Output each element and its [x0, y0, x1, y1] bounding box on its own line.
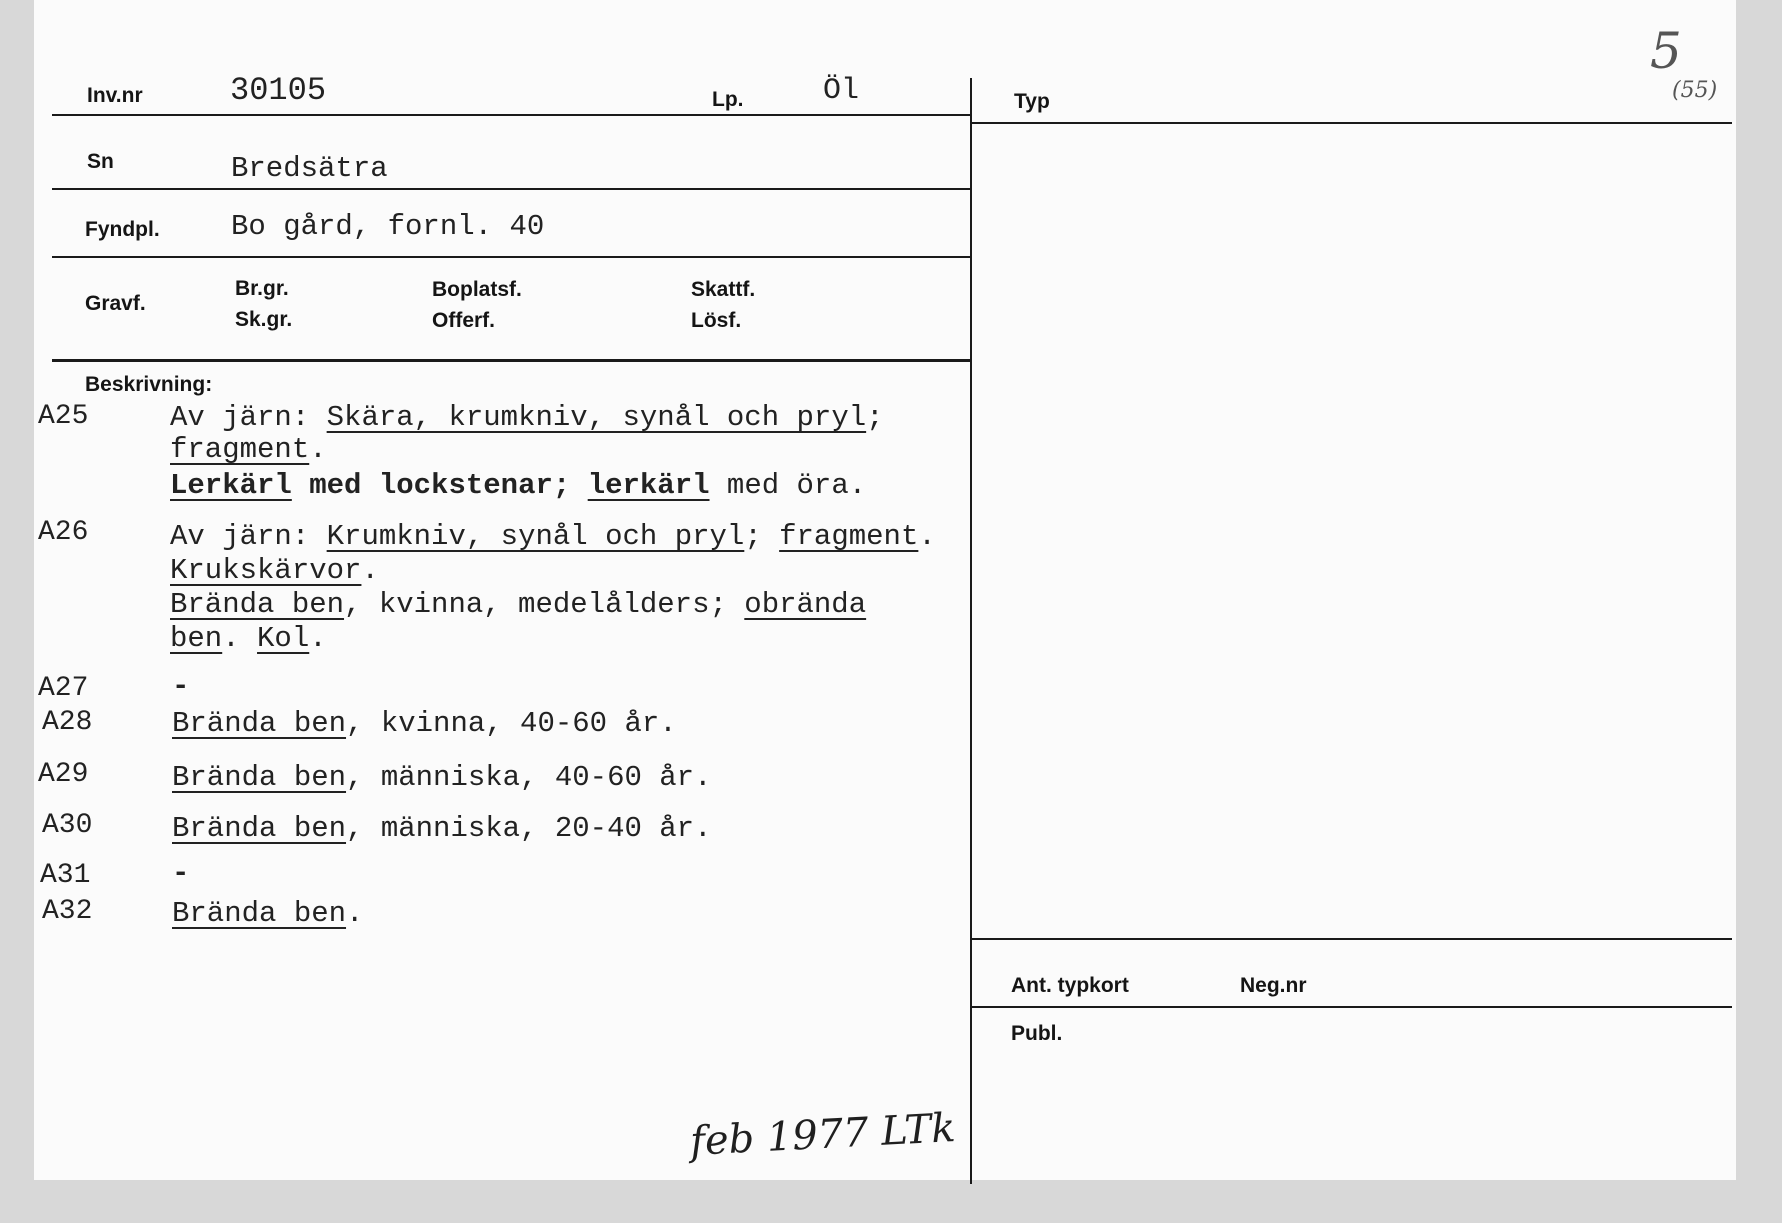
inv-nr-value: 30105: [230, 72, 327, 109]
gravf-skattf: Skattf.: [691, 278, 756, 301]
entry-underlined: Brända ben: [172, 897, 347, 930]
lp-value: Öl: [823, 74, 860, 108]
sn-value: Bredsätra: [231, 152, 388, 185]
fyndpl-value: Bo gård, fornl. 40: [231, 210, 545, 243]
entry-underlined: Skära, krumkniv, synål och pryl: [326, 401, 867, 434]
entry-line: [172, 761, 712, 794]
entry-underlined: Krumkniv, synål och pryl: [326, 520, 745, 553]
entry-text: med öra.: [709, 469, 867, 502]
corner-sub: (55): [1672, 78, 1718, 103]
entry-text: -: [172, 670, 190, 703]
fyndpl-label: Fyndpl.: [85, 218, 160, 241]
entry-underlined: Brända ben: [172, 761, 347, 794]
entry-text: .: [309, 622, 327, 655]
vertical-divider: [970, 78, 972, 1184]
entry-line: [170, 433, 327, 466]
entry-text: .: [309, 433, 327, 466]
entry-line: [170, 401, 884, 434]
rule-right-bottom-1: [972, 938, 1732, 940]
rule-gravf: [52, 359, 970, 362]
entry-code: A28: [42, 707, 93, 738]
entry-text: , människa, 40-60 år.: [346, 761, 712, 794]
entry-line: [172, 812, 712, 845]
entry-line: [170, 588, 866, 621]
entry-text: ;: [744, 520, 780, 553]
entry-code: A26: [38, 517, 89, 548]
gravf-losf: Lösf.: [691, 309, 742, 332]
entry-line: [170, 554, 379, 587]
ant-typkort-label: Ant. typkort: [1011, 974, 1129, 997]
inv-nr-label: Inv.nr: [87, 84, 143, 107]
typ-label: Typ: [1014, 90, 1050, 113]
entry-underlined: fragment: [779, 520, 919, 553]
corner-mark: 5: [1650, 22, 1682, 80]
sn-label: Sn: [87, 150, 114, 173]
gravf-offerf: Offerf.: [432, 309, 495, 332]
entry-text: .: [222, 622, 258, 655]
entry-text: Av järn:: [170, 520, 327, 553]
gravf-label: Gravf.: [85, 292, 146, 315]
entry-underlined: fragment: [170, 433, 310, 466]
entry-text: , kvinna, 40-60 år.: [346, 707, 677, 740]
entry-line: [170, 622, 327, 655]
entry-text: Av järn:: [170, 401, 327, 434]
entry-code: A25: [38, 401, 89, 432]
entry-underlined: Lerkärl: [170, 469, 292, 502]
entry-text: med lockstenar;: [291, 469, 588, 502]
entry-line: [170, 469, 866, 502]
entry-code: A29: [38, 759, 89, 790]
entry-text: , människa, 20-40 år.: [346, 812, 712, 845]
entry-underlined: lerkärl: [587, 469, 710, 502]
entry-underlined: Brända ben: [170, 588, 345, 621]
entry-code: A30: [42, 810, 93, 841]
beskrivning-label: Beskrivning:: [85, 373, 213, 396]
entry-code: A31: [40, 860, 91, 891]
rule-inv: [52, 114, 970, 116]
rule-right-bottom-2: [972, 1006, 1732, 1008]
entry-line: [172, 897, 363, 930]
entry-text: ;: [866, 401, 884, 434]
entry-underlined: Kol: [257, 622, 310, 655]
entry-underlined: Brända ben: [172, 707, 347, 740]
entry-underlined: obrända: [744, 588, 867, 621]
gravf-boplatsf: Boplatsf.: [432, 278, 522, 301]
entry-code: A32: [42, 896, 93, 927]
entry-underlined: ben: [170, 622, 223, 655]
gravf-brgr: Br.gr.: [235, 277, 289, 300]
entry-text: .: [346, 897, 364, 930]
entry-text: -: [172, 857, 190, 890]
neg-nr-label: Neg.nr: [1240, 974, 1307, 997]
lp-label: Lp.: [712, 88, 744, 111]
rule-sn: [52, 188, 970, 190]
publ-label: Publ.: [1011, 1022, 1063, 1045]
gravf-skgr: Sk.gr.: [235, 308, 293, 331]
entry-underlined: Krukskärvor: [170, 554, 362, 587]
rule-fyndpl: [52, 256, 970, 258]
entry-text: , kvinna, medelålders;: [344, 588, 745, 621]
entry-code: A27: [38, 673, 89, 704]
entry-line: [172, 707, 677, 740]
rule-typ: [972, 122, 1732, 124]
handwritten-signature: feb 1977 LTk: [688, 1105, 957, 1165]
entry-text: .: [361, 554, 379, 587]
entry-text: .: [918, 520, 936, 553]
entry-underlined: Brända ben: [172, 812, 347, 845]
entry-line: [170, 520, 936, 553]
